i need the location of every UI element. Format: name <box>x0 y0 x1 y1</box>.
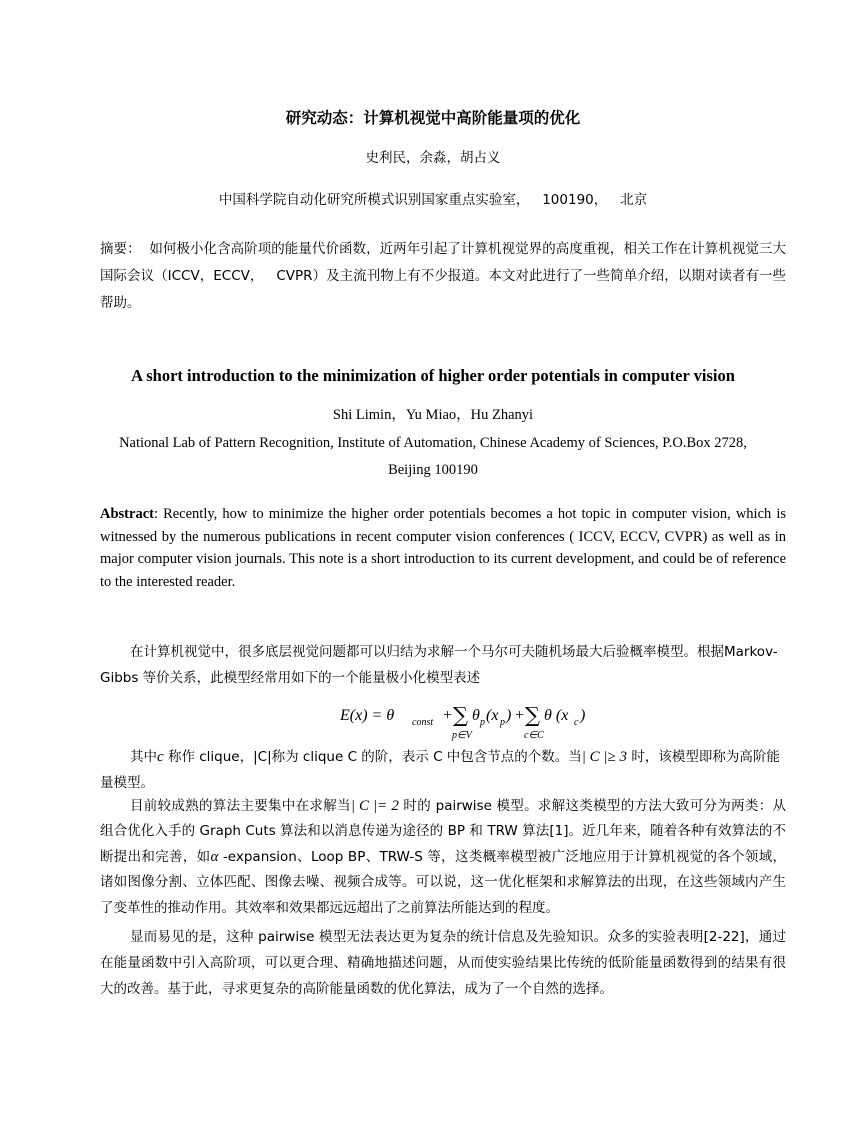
sum-symbol-2: ∑ <box>525 703 540 727</box>
chinese-abstract-label: 摘要： <box>100 241 141 257</box>
p2-text-a: 其中 <box>130 749 157 765</box>
chinese-affiliation: 中国科学院自动化研究所模式识别国家重点实验室， 100190， 北京 <box>218 192 648 208</box>
body-paragraph-4: 显而易见的是，这种 pairwise 模型无法表达更为复杂的统计信息及先验知识。众多的实验表明[2-22]，通过在能量函数中引入高阶项，可以更合理、精确地描述问题，从而使实验结果比传统的低阶能量函数得到的结果有很大的改善。基于此，寻求更复杂的高阶能量函数的优化算法，成为了一个自然的选择。 <box>100 929 786 997</box>
english-abstract-label: Abstract <box>100 506 154 522</box>
formula-term1-close: ) <box>506 707 512 724</box>
p2-text-b: 称作 clique，|C|称为 clique C 的阶，表示 C 中包含节点的个数。当 <box>163 749 582 765</box>
body-paragraph-3 <box>100 794 786 921</box>
chinese-title: 研究动态：计算机视觉中高阶能量项的优化 <box>285 109 581 127</box>
formula-term1: θ <box>472 707 480 724</box>
formula-sum1-subscript: p∈V <box>452 730 472 741</box>
formula-term2-subscript: c <box>574 717 579 728</box>
formula-sum2-subscript: c∈C <box>524 730 544 741</box>
formula-term2: θ (x <box>544 707 569 724</box>
p3-text-a: 目前较成熟的算法主要集中在求解当 <box>130 798 351 814</box>
p2-text-d: 时，该模型即称为高阶能量模型。 <box>100 749 780 791</box>
chinese-abstract-text: 如何极小化含高阶项的能量代价函数，近两年引起了计算机视觉界的高度重视，相关工作在计算机视觉三大国际会议（ICCV，ECCV， CVPR）及主流刊物上有不少报道。本文对此进行了一些简单介绍，以期对读者有一些帮助。 <box>100 241 787 311</box>
body-paragraph-2 <box>100 744 786 796</box>
english-abstract-text: : Recently, how to minimize the higher order potentials becomes a hot topic in computer vision, which is witnessed by the numerous publications in recent computer vision conferences ( ICCV, ECCV, CVPR) as well as in major computer vision journals. This note is a short introduction to its current development, and could be of reference to the interested reader. <box>100 506 786 590</box>
body-paragraph-1: 在计算机视觉中，很多底层视觉问题都可以归结为求解一个马尔可夫随机场最大后验概率模型。根据Markov-Gibbs 等价关系，此模型经常用如下的一个能量极小化模型表述 <box>100 644 778 686</box>
p3-math-alpha: α <box>210 848 219 865</box>
english-affiliation-line1: National Lab of Pattern Recognition, Institute of Automation, Chinese Academy of Sciences, P.O.Box 2728, <box>119 435 747 451</box>
p2-math-c: c <box>157 749 164 765</box>
p2-math-cardinality: | C |≥ 3 <box>581 749 628 765</box>
english-abstract <box>100 503 786 593</box>
p3-math-cardinality: | C |= 2 <box>350 798 399 814</box>
english-authors: Shi Limin，Yu Miao，Hu Zhanyi <box>332 407 534 423</box>
energy-formula <box>340 700 600 744</box>
english-affiliation-line2: Beijing 100190 <box>388 462 478 478</box>
formula-term1-subscript: p <box>480 717 485 728</box>
formula-const-subscript: const <box>412 717 434 728</box>
english-title: A short introduction to the minimization of higher order potentials in computer vision <box>131 366 735 385</box>
formula-plus-1: + <box>438 707 457 724</box>
formula-term1-arg: (x <box>486 707 499 724</box>
chinese-authors: 史利民，余淼，胡占义 <box>365 150 501 166</box>
formula-plus-2: + <box>510 707 529 724</box>
english-affiliation <box>60 430 806 484</box>
p3-text-c: -expansion、Loop BP、TRW-S 等，这类概率模型被广泛地应用于计算机视觉的各个领域，诸如图像分割、立体匹配、图像去噪、视频合成等。可以说，这一优化框架和求解算法的出现，在这些领域内产生了变革性的推动作用。其效率和效果都远远超出了之前算法所能达到的程度。 <box>100 848 786 916</box>
formula-lhs: E(x) = θ <box>340 707 395 724</box>
sum-symbol-1: ∑ <box>453 703 468 727</box>
chinese-abstract <box>100 236 786 317</box>
formula-term1-arg-subscript: p <box>500 717 505 728</box>
p3-text-b: 时的 pairwise 模型。求解这类模型的方法大致可分为两类：从组合优化入手的 Graph Cuts 算法和以消息传递为途径的 BP 和 TRW 算法[1]。近几年来，随着各种有效算法的不断提出和完善，如 <box>100 798 787 865</box>
formula-term2-close: ) <box>580 707 586 724</box>
